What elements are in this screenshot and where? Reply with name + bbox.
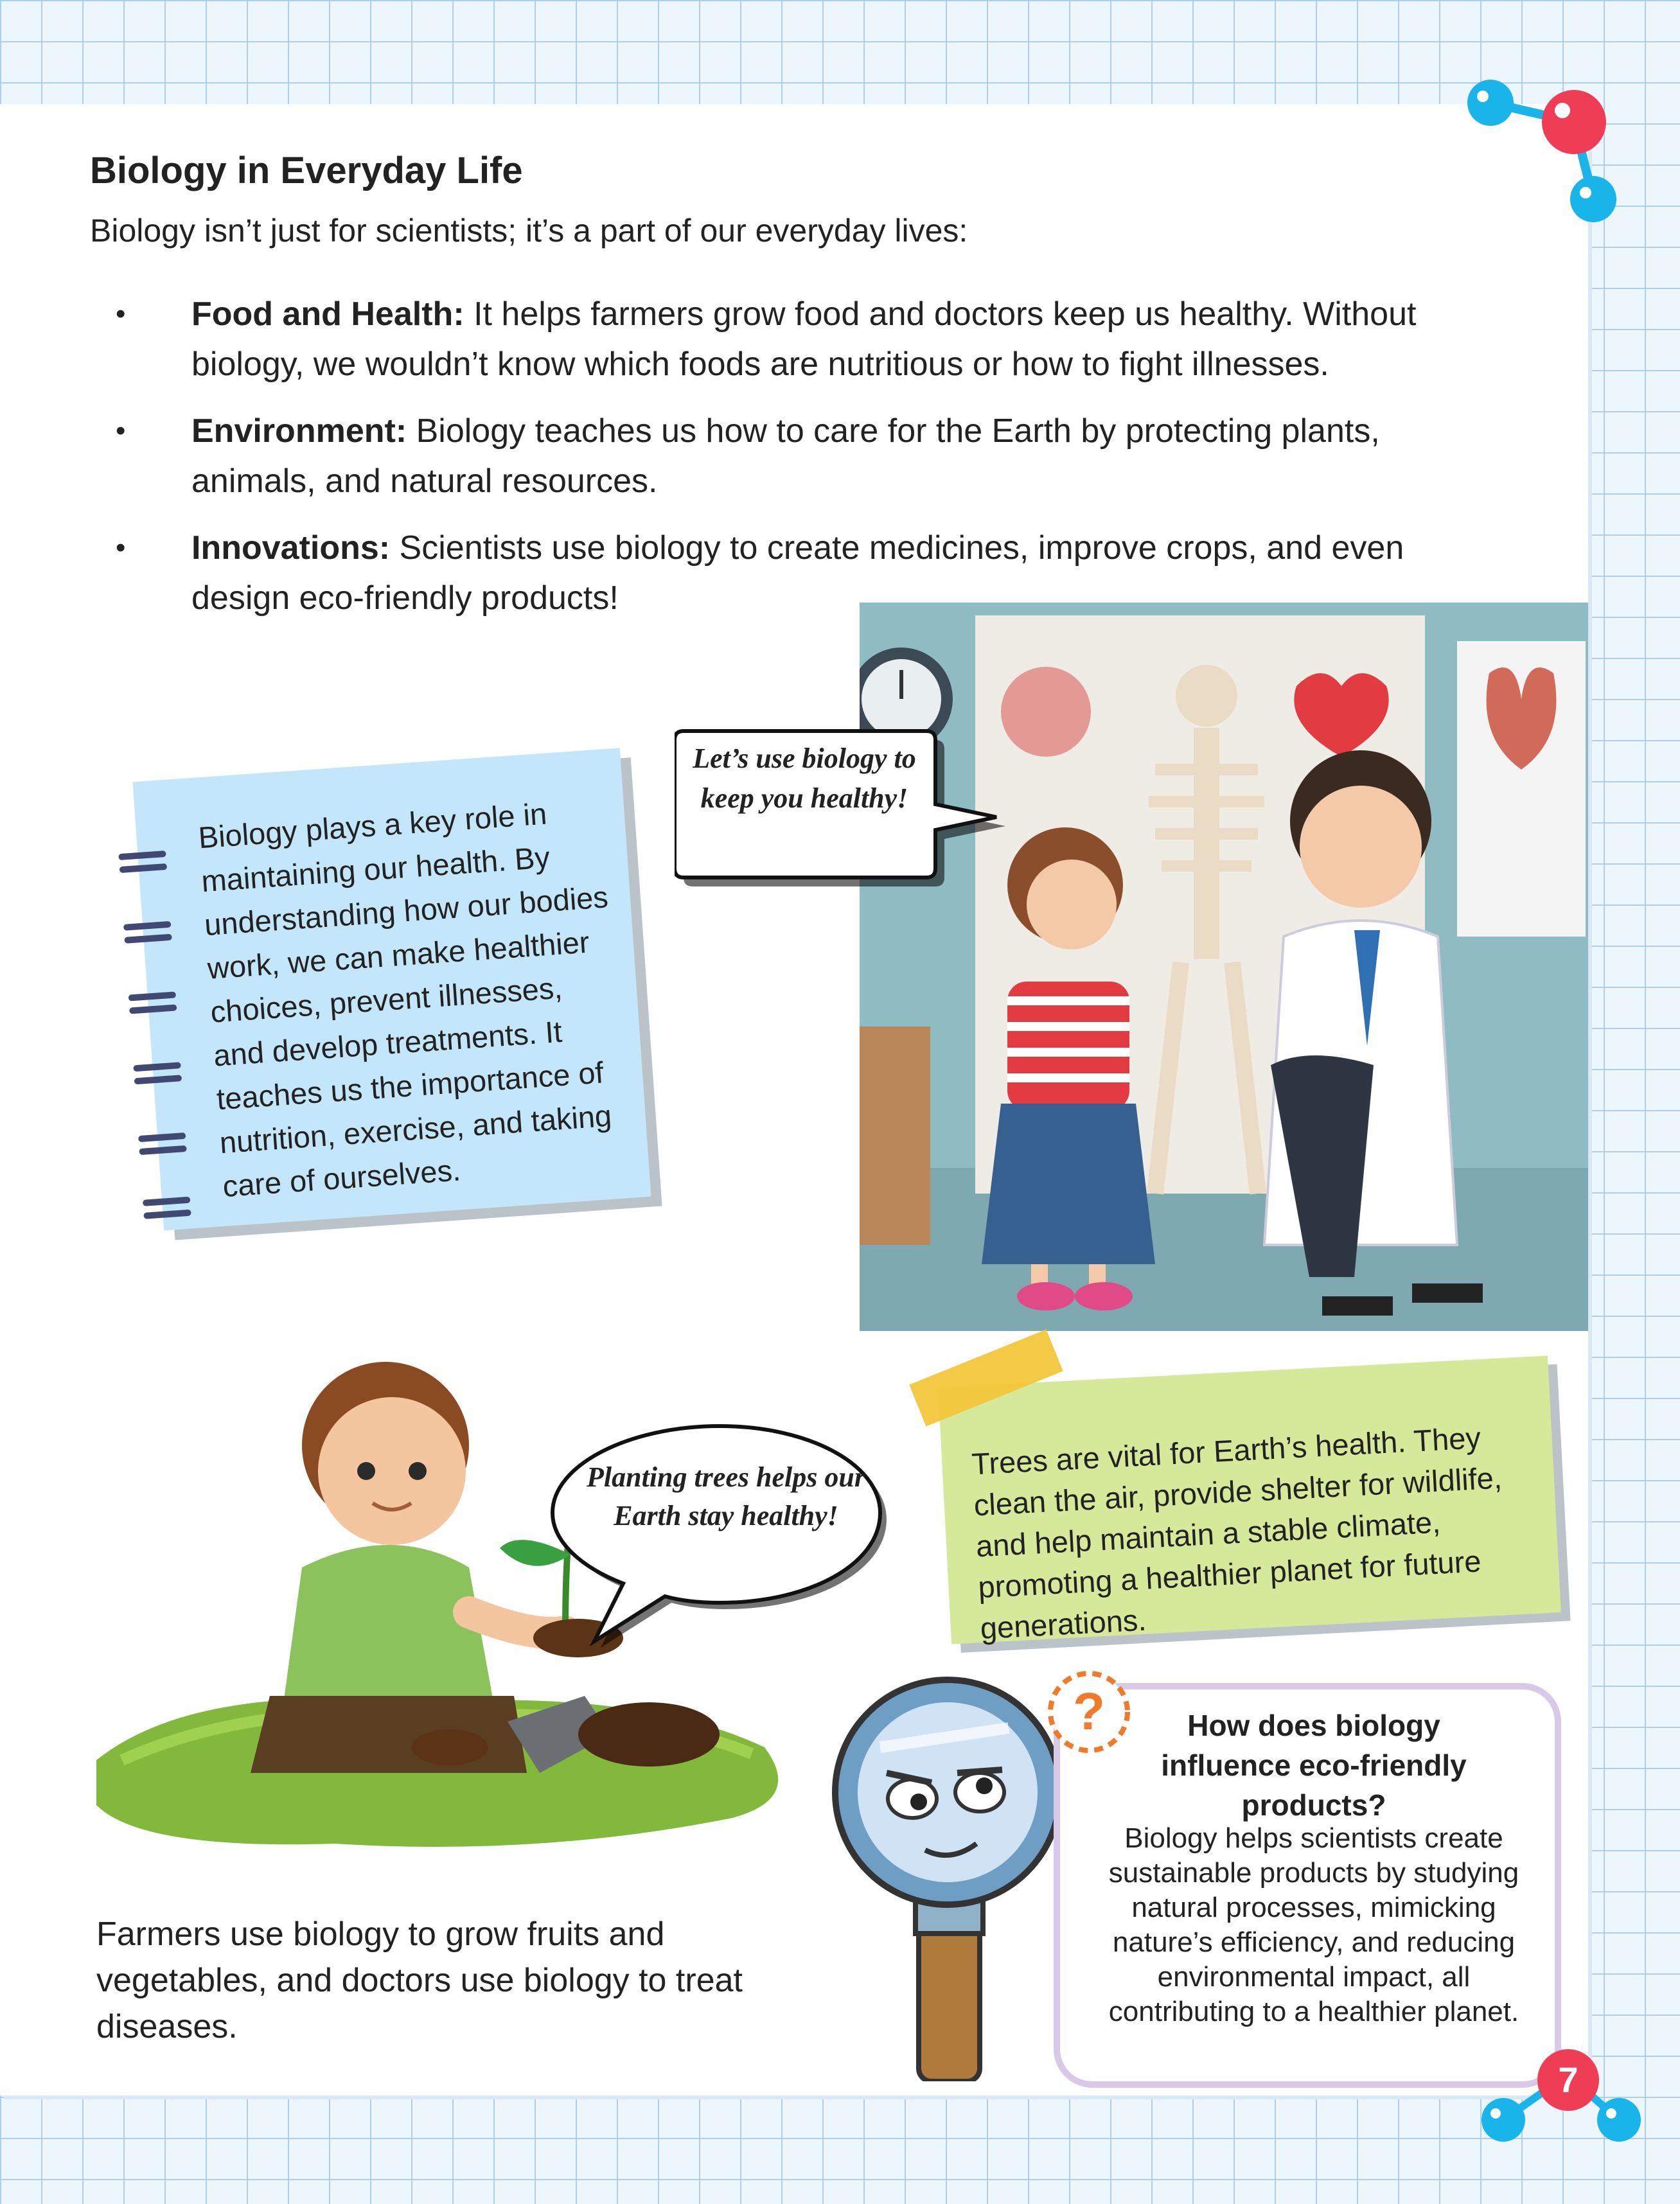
bullet-label: Innovations:	[191, 529, 391, 567]
question-title: How does biology influence eco-friendly products?	[1161, 1709, 1467, 1822]
bullet-text: It helps farmers grow food and doctors keep us healthy. Without biology, we wouldn’t know which foods are nutritious or how to fight illnesses.	[191, 295, 1417, 383]
doctor-clinic-illustration	[860, 603, 1588, 1331]
farmers-caption: Farmers use biology to grow fruits and vegetables, and doctors use biology to treat diseases.	[96, 1916, 743, 2045]
page-title: Biology in Everyday Life	[90, 150, 523, 191]
bullet-text: Scientists use biology to create medicines, improve crops, and even design eco-friendly products!	[191, 529, 1404, 617]
trees-note-text: Trees are vital for Earth’s health. They clean the air, provide shelter for wildlife, and help maintain a stable climate, promoting a healthier planet for future generations.	[971, 1420, 1503, 1646]
question-answer: Biology helps scientists create sustainable products by studying natural processes, mimicking nature’s efficiency, and reducing environmental impact, all contributing to a healthier planet.	[1108, 1822, 1519, 2027]
bullet-food-health	[109, 289, 1510, 389]
molecule-top-icon	[1446, 77, 1638, 244]
bullet-dot: •	[116, 298, 126, 330]
bullet-environment	[109, 406, 1510, 506]
bullet-label: Food and Health:	[191, 295, 464, 333]
bullet-list	[109, 289, 1510, 640]
page-number-badge: 7	[1537, 2049, 1599, 2111]
tree-bubble-text: Planting trees helps our Earth stay healthy!	[587, 1461, 865, 1531]
question-mark-glyph: ?	[1072, 1682, 1106, 1741]
trees-note-card	[938, 1355, 1561, 1644]
clinic-bubble-text: Let’s use biology to keep you healthy!	[693, 743, 916, 814]
tree-speech-bubble	[540, 1413, 899, 1657]
bullet-dot: •	[116, 532, 126, 563]
magnifier-character-illustration	[822, 1664, 1066, 2081]
health-note-text: Biology plays a key role in maintaining our health. By understanding how our bodies work, we can make healthier choices, prevent illnesses, and develop treatments. It teaches us the importance of nutrition, exercise, and taking care of ourselves.	[197, 796, 613, 1204]
bullet-dot: •	[116, 415, 126, 446]
intro-text: Biology isn’t just for scientists; it’s a part of our everyday lives:	[90, 213, 968, 249]
health-note-card	[133, 748, 651, 1230]
bullet-label: Environment:	[191, 412, 407, 450]
bullet-text: Biology teaches us how to care for the Earth by protecting plants, animals, and natural resources.	[191, 412, 1380, 500]
